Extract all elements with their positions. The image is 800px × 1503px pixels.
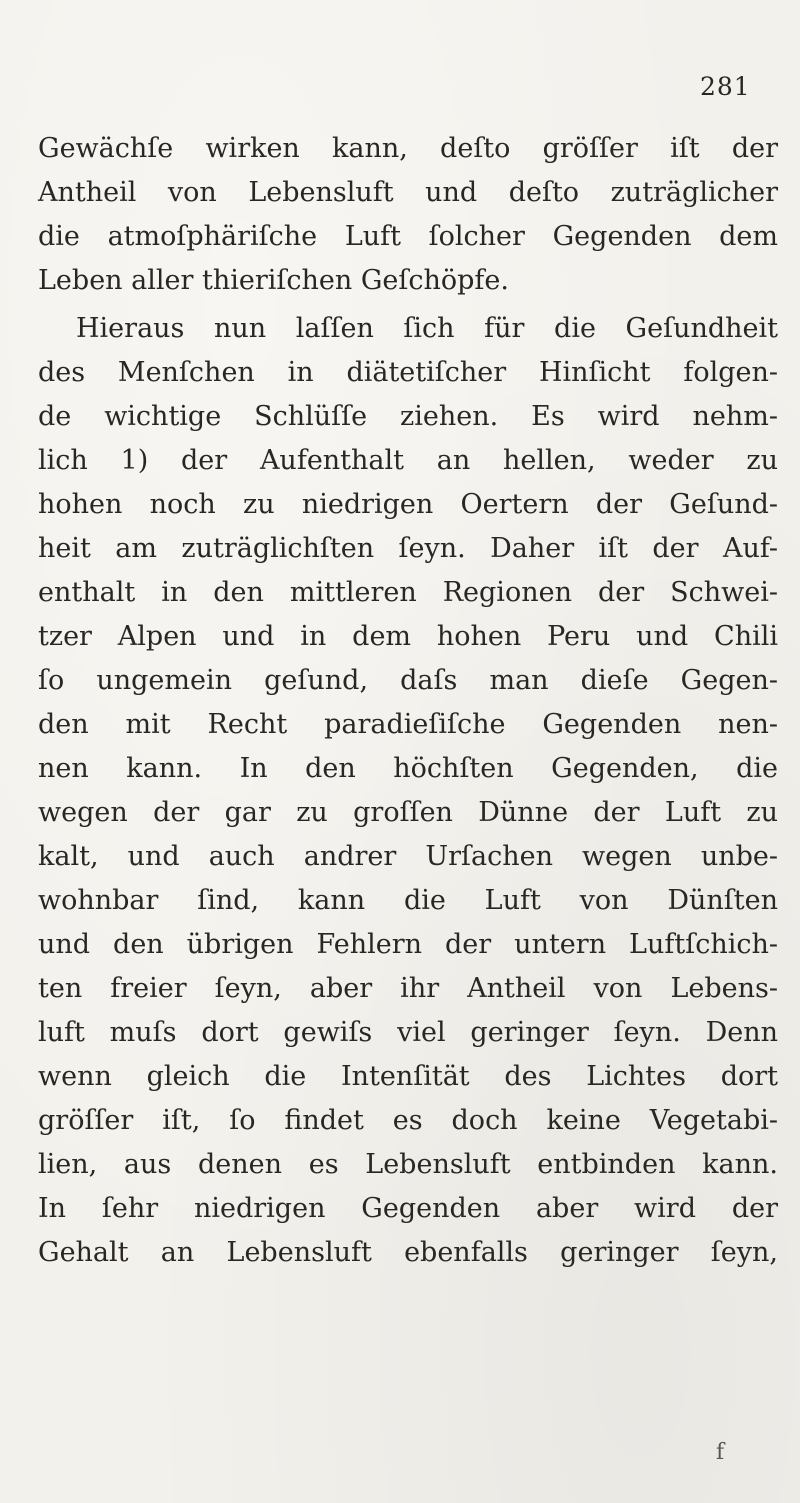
text-line: Antheil von Lebensluft und deſto zuträglicher	[38, 177, 778, 208]
signature-mark: f	[716, 1440, 725, 1465]
text-line: Hieraus nun laſſen ſich für die Geſundheit	[76, 313, 778, 344]
text-line: wohnbar ſind, kann die Luft von Dünſten	[38, 885, 778, 916]
text-line: ſo ungemein geſund, daſs man dieſe Gegen-	[38, 665, 778, 696]
text-line: ten freier ſeyn, aber ihr Antheil von Lebens-	[38, 973, 778, 1004]
text-line: lien, aus denen es Lebensluft entbinden kann.	[38, 1149, 778, 1180]
text-line: wegen der gar zu groſſen Dünne der Luft zu	[38, 797, 778, 828]
paragraph-2	[38, 307, 778, 1275]
text-line: kalt, und auch andrer Urſachen wegen unbe-	[38, 841, 778, 872]
text-line: lich 1) der Aufenthalt an hellen, weder zu	[38, 445, 778, 476]
text-line: den mit Recht paradieſiſche Gegenden nen-	[38, 709, 778, 740]
text-line: luft muſs dort gewiſs viel geringer ſeyn. Denn	[38, 1017, 778, 1048]
text-line: Leben aller thieriſchen Geſchöpfe.	[38, 265, 509, 296]
text-line: enthalt in den mittleren Regionen der Schwei-	[38, 577, 778, 608]
text-line: In ſehr niedrigen Gegenden aber wird der	[38, 1193, 778, 1224]
text-line: die atmoſphäriſche Luft ſolcher Gegenden dem	[38, 221, 778, 252]
text-line: Gewächſe wirken kann, deſto gröſſer iſt der	[38, 133, 778, 164]
text-line: hohen noch zu niedrigen Oertern der Geſund-	[38, 489, 778, 520]
text-line: und den übrigen Fehlern der untern Luftſchich-	[38, 929, 778, 960]
text-line: wenn gleich die Intenſität des Lichtes dort	[38, 1061, 778, 1092]
text-line: Gehalt an Lebensluft ebenfalls geringer ſeyn,	[38, 1237, 778, 1268]
text-line: des Menſchen in diätetiſcher Hinſicht folgen-	[38, 357, 778, 388]
text-line: gröſſer iſt, ſo findet es doch keine Vegetabi-	[38, 1105, 778, 1136]
paragraph-1	[38, 127, 778, 303]
text-line: nen kann. In den höchſten Gegenden, die	[38, 753, 778, 784]
text-line: tzer Alpen und in dem hohen Peru und Chili	[38, 621, 778, 652]
text-line: de wichtige Schlüſſe ziehen. Es wird nehm-	[38, 401, 778, 432]
text-line: heit am zuträglichſten ſeyn. Daher iſt der Auf-	[38, 533, 778, 564]
page-number: 281	[700, 72, 751, 101]
